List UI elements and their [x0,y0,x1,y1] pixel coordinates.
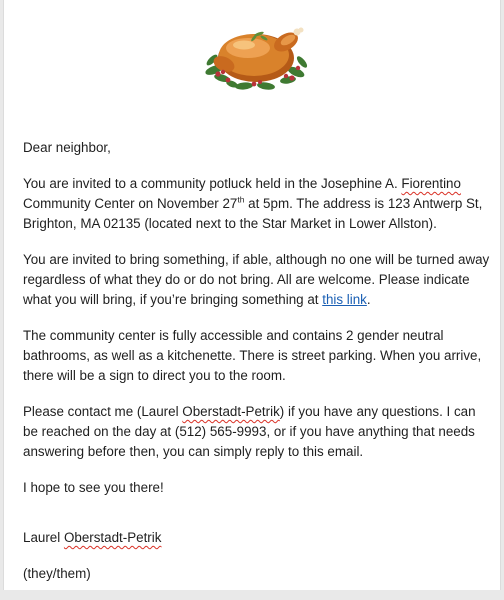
paragraph-invitation: You are invited to a community potluck held in the Josephine A. Fiorentino Community Center on November 27th at 5pm. The address is 123 Antwerp St, Brighton, MA 02135 (located next to the Star Market in Lower Allston). [23,176,483,231]
ordinal-suffix: th [237,194,245,205]
spellcheck-name-oberstadt-petrik[interactable]: Oberstadt-Petrik [182,404,280,419]
greeting: Dear neighbor, [23,140,111,155]
email-content [23,138,493,600]
roast-turkey-icon [204,20,310,92]
signature-name: Laurel Oberstadt-Petrik [23,530,162,545]
closing-line: I hope to see you there! [23,480,164,495]
turkey-image [204,20,310,92]
spellcheck-name-fiorentino[interactable]: Fiorentino [401,176,461,191]
spellcheck-signature-surname[interactable]: Oberstadt-Petrik [63,530,162,545]
paragraph-bring-something: You are invited to bring something, if able, although no one will be turned away regardless of what they do or do not bring. All are welcome. Please indicate what you will bring, if you’re bringing something at this link. [23,252,490,307]
email-body [3,0,501,590]
paragraph-contact: Please contact me (Laurel Oberstadt-Petrik) if you have any questions. I can be reached on the day at (512) 565-9993, or if you have anything that needs answering before then, you can simply reply to this email. [23,404,476,459]
paragraph-accessibility: The community center is fully accessible and contains 2 gender neutral bathrooms, as well as a kitchenette. There is street parking. When you arrive, there will be a sign to direct you to the room. [23,328,482,383]
signup-link[interactable]: this link [322,292,367,307]
signature-pronouns: (they/them) [23,566,91,581]
